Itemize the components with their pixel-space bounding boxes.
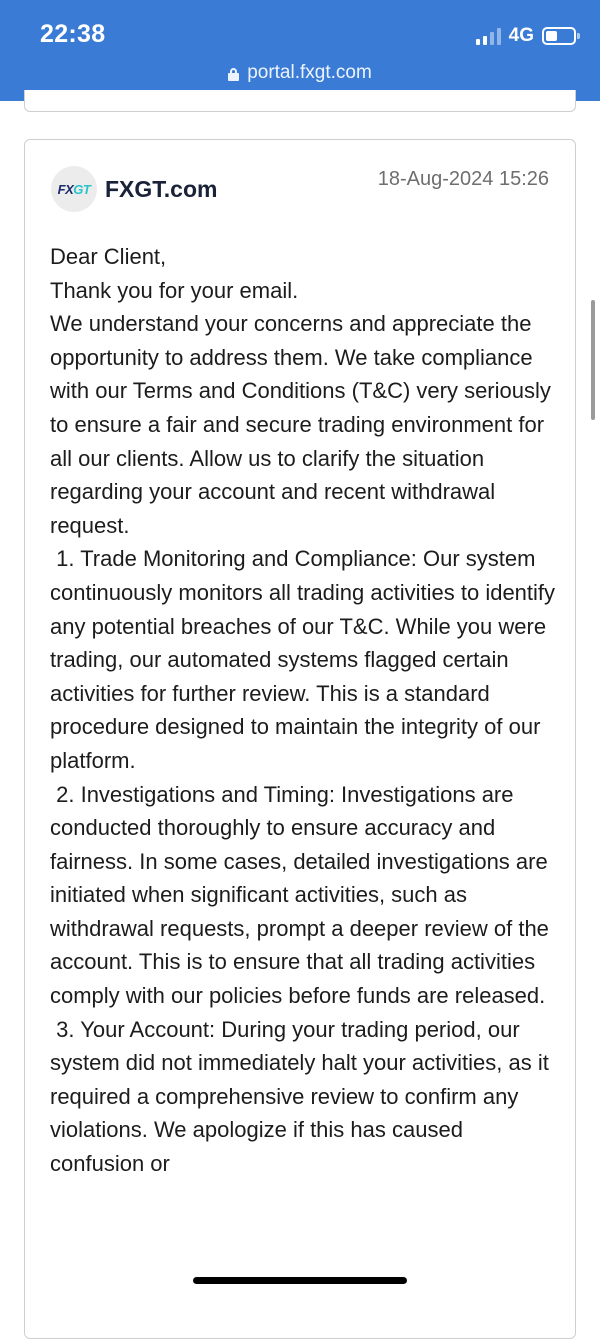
cellular-signal-icon (476, 27, 501, 45)
message-paragraph: 3. Your Account: During your trading period, our system did not immediately halt your activities, as it required a comprehensive review to confirm any violations. We apologize if this has caused confusion or (50, 1016, 555, 1177)
home-indicator[interactable] (193, 1277, 407, 1284)
lock-icon (228, 68, 239, 81)
message-paragraph: 1. Trade Monitoring and Compliance: Our system continuously monitors all trading activities to identify any potential breaches of our T&C. While you were trading, our automated systems flagged certain activities for further review. This is a standard procedure designed to maintain the integrity of our platform. (50, 546, 562, 773)
message-paragraph: We understand your concerns and appreciate the opportunity to address them. We take compliance with our Terms and Conditions (T&C) very seriously to ensure a fair and secure trading environment for all our clients. Allow us to clarify the situation regarding your account and recent withdrawal request. (50, 311, 551, 538)
browser-top-bar (0, 0, 600, 101)
sender-name: FXGT.com (105, 175, 218, 202)
message-body (50, 240, 560, 1181)
greeting: Dear Client, (50, 244, 167, 269)
message-card (24, 139, 576, 1339)
message-timestamp: 18-Aug-2024 15:26 (377, 168, 549, 190)
url-text: portal.fxgt.com (247, 62, 372, 83)
message-paragraph: Thank you for your email. (50, 277, 299, 303)
status-time: 22:38 (40, 20, 106, 48)
battery-icon (542, 27, 576, 45)
message-paragraph: 2. Investigations and Timing: Investigations are conducted thoroughly to ensure accuracy and fairness. In some cases, detailed investigations are initiated when significant activities, such as withdrawal requests, prompt a deeper review of the account. This is to ensure that all trading activities comply with our policies before funds are released. (50, 781, 556, 1009)
logo-text-gt: GT (73, 181, 91, 197)
address-bar[interactable] (0, 62, 600, 84)
logo-text-fx: FX (57, 181, 74, 197)
previous-message-card (24, 90, 576, 112)
network-type: 4G (508, 25, 534, 46)
status-indicators (476, 25, 576, 47)
sender-header (51, 166, 217, 212)
sender-logo (51, 166, 97, 212)
scrollbar[interactable] (591, 300, 595, 420)
